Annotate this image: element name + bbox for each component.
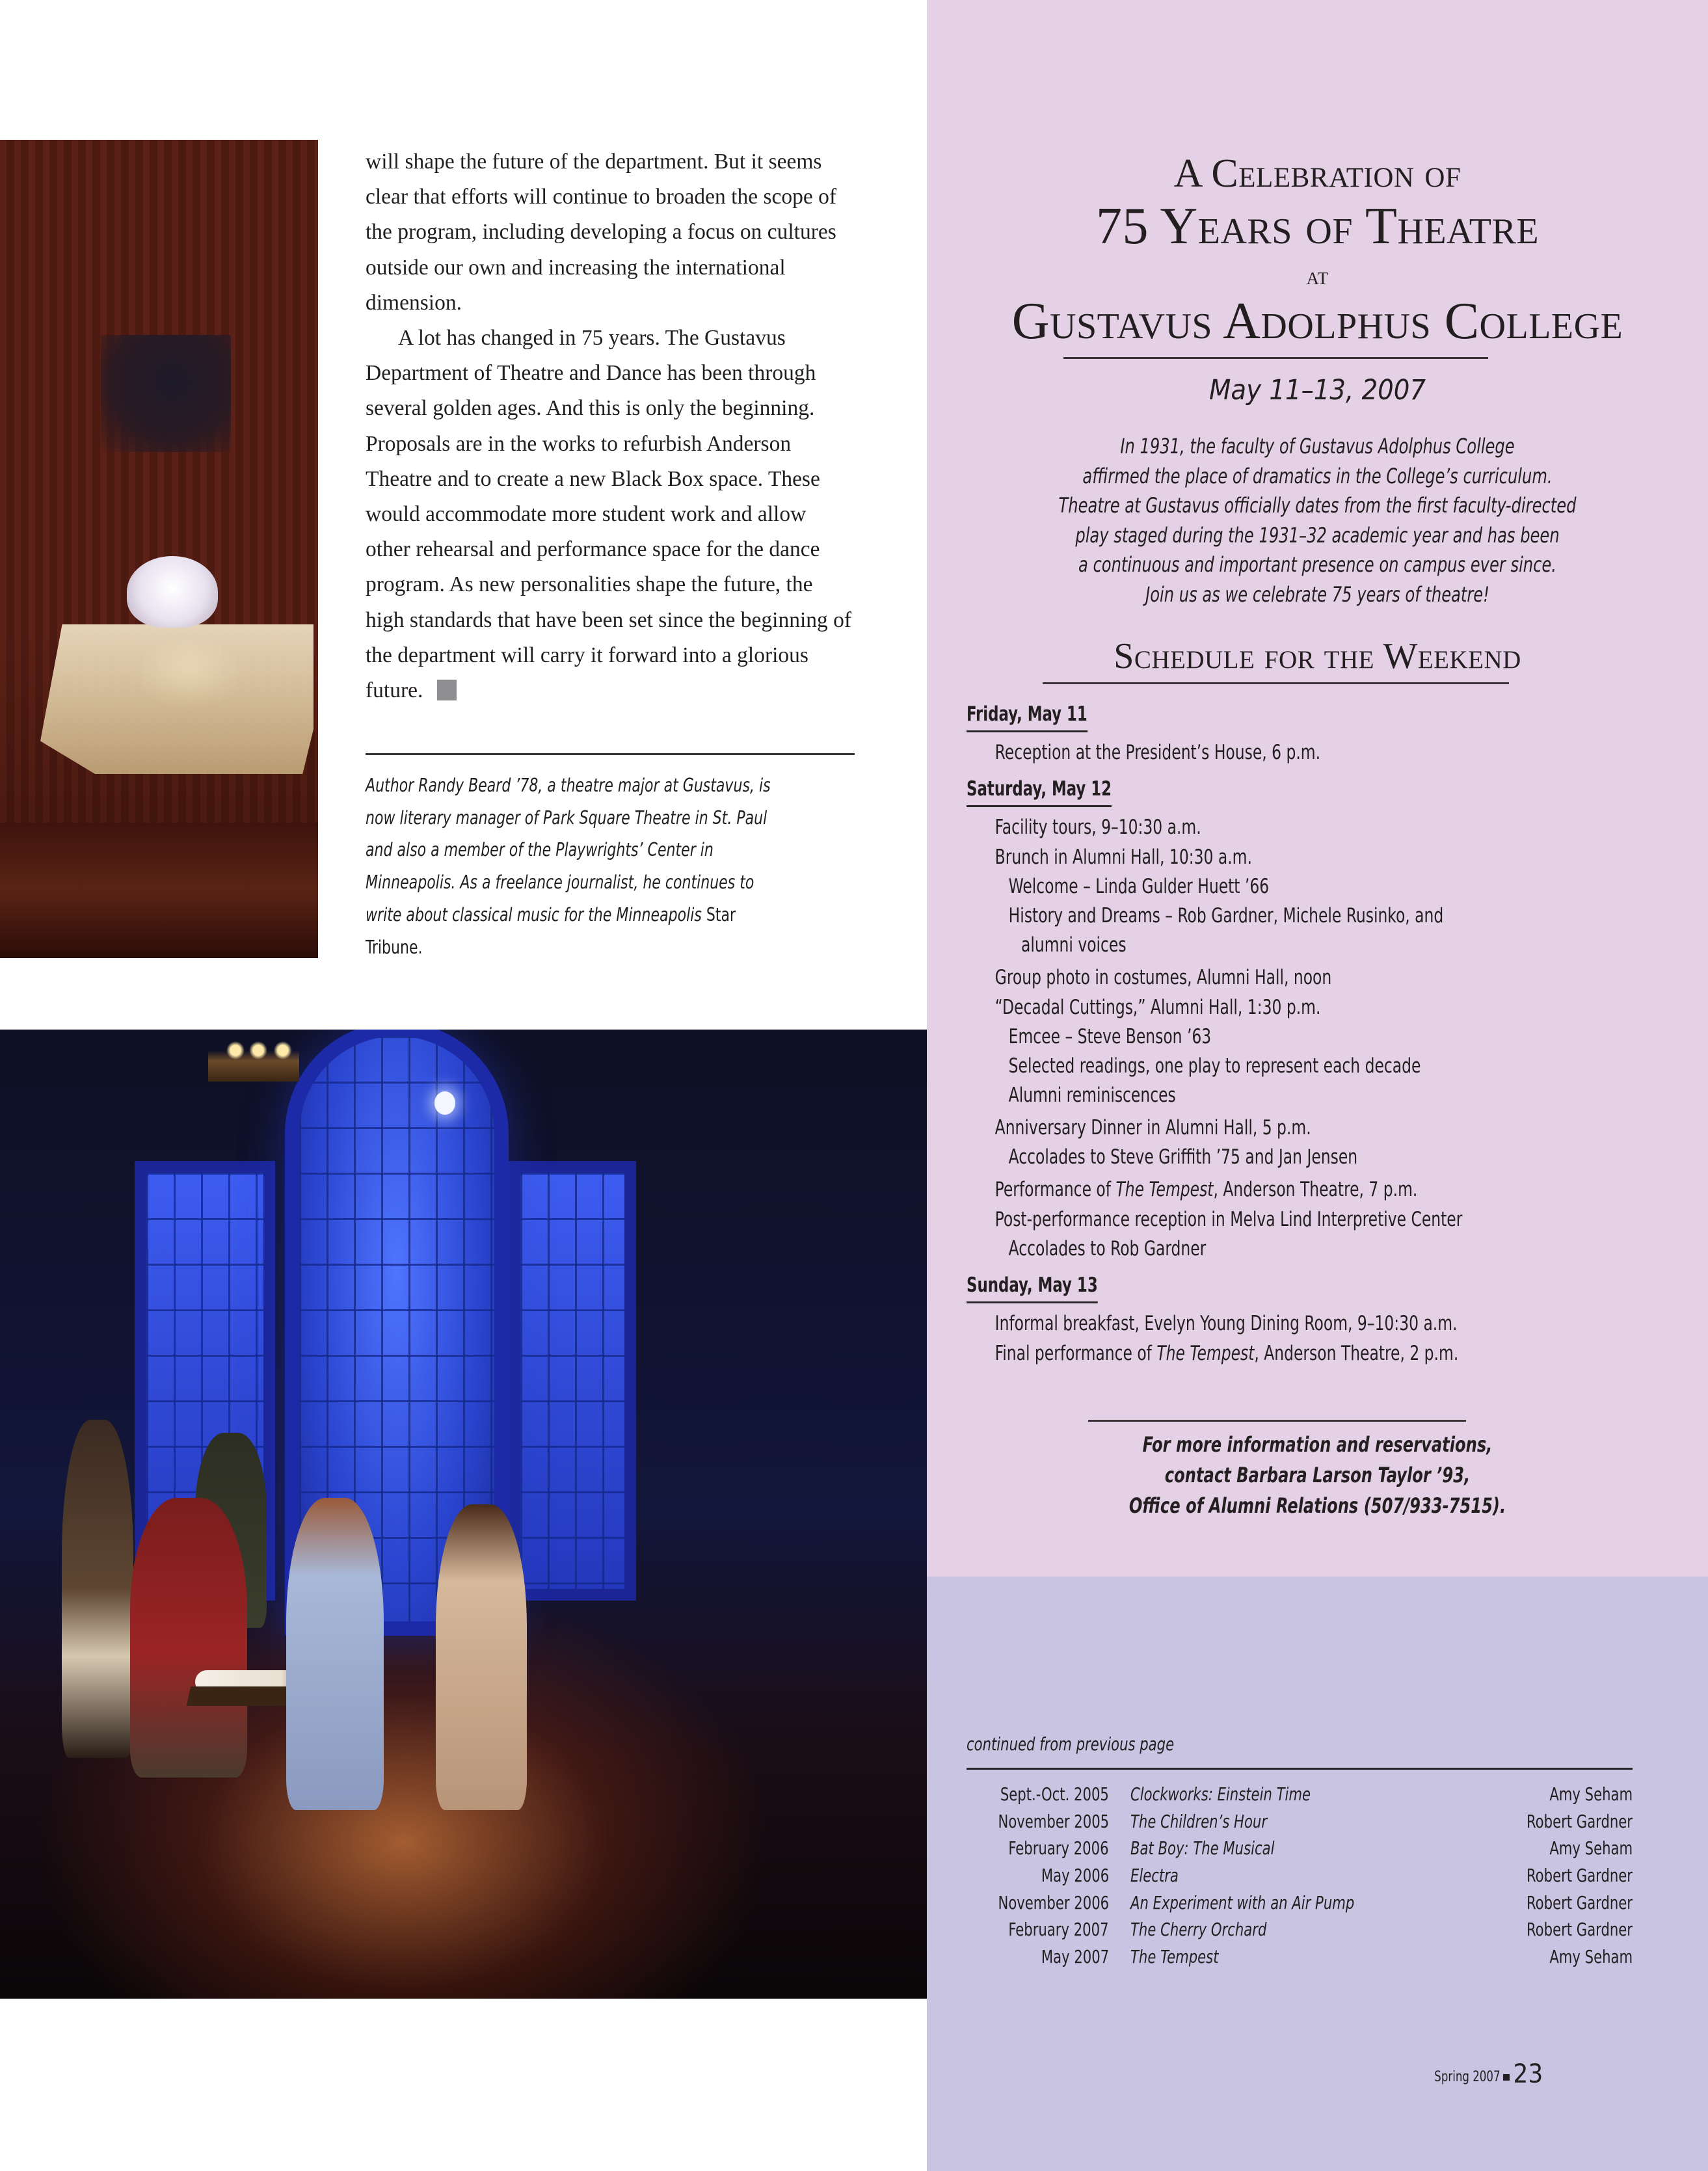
production-director: Robert Gardner xyxy=(1527,1891,1633,1913)
schedule-title: Schedule for the Weekend xyxy=(1114,636,1521,676)
bio-divider xyxy=(366,753,855,755)
article-paragraph xyxy=(366,321,853,708)
production-row xyxy=(967,1943,1633,1971)
event-title-line1: A Celebration of xyxy=(1173,152,1461,196)
production-date: November 2005 xyxy=(998,1810,1109,1832)
item-text: , Anderson Theatre, 7 p.m. xyxy=(1213,1178,1418,1201)
intro-line: In 1931, the faculty of Gustavus Adolphus College xyxy=(1120,434,1515,459)
photo-oil-lamp xyxy=(127,556,218,628)
intro-line: a continuous and important presence on campus ever since. xyxy=(1078,552,1556,578)
production-row xyxy=(967,1862,1633,1889)
production-date: May 2006 xyxy=(1041,1865,1109,1887)
photo-actor xyxy=(130,1498,247,1778)
schedule-subitem: History and Dreams – Rob Gardner, Michele Rusinko, and xyxy=(1008,904,1444,927)
article-body xyxy=(366,144,853,708)
day-heading: Sunday, May 13 xyxy=(967,1270,1098,1303)
productions-divider xyxy=(967,1768,1633,1770)
photo-actress xyxy=(286,1498,384,1810)
stage-photo-parlor xyxy=(0,140,318,958)
productions-table xyxy=(967,1781,1633,1971)
schedule-divider xyxy=(1043,682,1509,684)
production-date: November 2006 xyxy=(998,1891,1109,1913)
production-title: The Tempest xyxy=(1130,1946,1219,1968)
schedule-item: Anniversary Dinner in Alumni Hall, 5 p.m. xyxy=(994,1116,1311,1139)
schedule-item: Reception at the President’s House, 6 p.m. xyxy=(994,741,1321,764)
day-heading: Saturday, May 12 xyxy=(967,774,1112,807)
production-title: Bat Boy: The Musical xyxy=(1130,1837,1275,1859)
production-director: Amy Seham xyxy=(1549,1946,1633,1968)
schedule-item: Brunch in Alumni Hall, 10:30 a.m. xyxy=(994,846,1252,869)
production-row xyxy=(967,1916,1633,1943)
square-bullet-icon xyxy=(1503,2074,1510,2081)
photo-actor xyxy=(62,1420,133,1758)
production-row xyxy=(967,1889,1633,1917)
bio-publication: Star Tribune xyxy=(366,903,736,958)
item-text: Performance of xyxy=(994,1178,1116,1201)
photo-actress xyxy=(436,1504,527,1810)
contact-line: contact Barbara Larson Taylor ’93, xyxy=(1164,1463,1471,1487)
production-title: The Cherry Orchard xyxy=(1130,1919,1267,1941)
schedule-subitem-continued: alumni voices xyxy=(1021,933,1127,957)
schedule-subitem: Welcome – Linda Gulder Huett ’66 xyxy=(1008,875,1270,898)
contact-info xyxy=(927,1430,1708,1521)
page-number: 23 xyxy=(1513,2059,1543,2089)
production-date: February 2006 xyxy=(1008,1837,1109,1859)
event-dates: May 11–13, 2007 xyxy=(1208,374,1426,406)
event-intro xyxy=(946,432,1688,610)
schedule-subitem: Accolades to Rob Gardner xyxy=(1008,1237,1207,1260)
issue-season: Spring 2007 xyxy=(1434,2069,1501,2085)
intro-line: Join us as we celebrate 75 years of theatre! xyxy=(1145,581,1489,607)
production-title: An Experiment with an Air Pump xyxy=(1130,1891,1355,1913)
continued-label: continued from previous page xyxy=(967,1733,1175,1755)
schedule-item: Group photo in costumes, Alumni Hall, noon xyxy=(994,966,1332,989)
schedule-item: Post-performance reception in Melva Lind Interpretive Center xyxy=(994,1208,1463,1231)
production-title: Clockworks: Einstein Time xyxy=(1130,1783,1311,1805)
production-director: Robert Gardner xyxy=(1527,1865,1633,1887)
contact-divider xyxy=(1088,1420,1466,1422)
stage-photo-window-scene xyxy=(0,1030,927,1999)
schedule-item xyxy=(967,1339,1573,1368)
item-text: , Anderson Theatre, 2 p.m. xyxy=(1254,1342,1459,1365)
production-director: Amy Seham xyxy=(1549,1783,1633,1805)
schedule-item: Facility tours, 9–10:30 a.m. xyxy=(994,816,1201,839)
photo-moon xyxy=(434,1091,455,1115)
schedule-item: “Decadal Cuttings,” Alumni Hall, 1:30 p.m. xyxy=(994,996,1321,1019)
schedule-subitem: Alumni reminiscences xyxy=(1008,1084,1176,1107)
photo-chandelier xyxy=(208,1030,299,1082)
contact-line: Office of Alumni Relations (507/933-7515). xyxy=(1128,1493,1506,1518)
bio-text: Author Randy Beard ’78, a theatre major at Gustavus, is now literary manager of Park Square Theatre in St. Paul and also a member of the Playwrights’ Center in Minneapolis. As a freelance journalist, he continues to write about classical music for the Minneapolis xyxy=(366,775,771,926)
schedule-item: Informal breakfast, Evelyn Young Dining Room, 9–10:30 a.m. xyxy=(994,1312,1458,1335)
gustavus-logo-icon: G xyxy=(437,680,457,700)
photo-stage-floor xyxy=(0,823,318,958)
page-folio xyxy=(1422,2059,1543,2089)
schedule-subitem: Selected readings, one play to represent each decade xyxy=(1008,1054,1421,1078)
schedule-day-sunday xyxy=(967,1270,1688,1368)
bio-end: . xyxy=(418,936,423,958)
production-row xyxy=(967,1808,1633,1835)
intro-line: affirmed the place of dramatics in the College’s curriculum. xyxy=(1082,463,1553,488)
title-divider xyxy=(1063,357,1488,359)
play-title: The Tempest xyxy=(1115,1178,1214,1201)
article-paragraph-text: A lot has changed in 75 years. The Gustavus Department of Theatre and Dance has been through several golden ages. And this is only the beginning. Proposals are in the works to refurbish Anderson Theatre and to create a new Black Box space. These would accommodate more student work and allow other rehearsal and performance space for the dance program. As new personalities shape the future, the high standards that have been set since the beginning of the department will carry it forward into a glorious future. xyxy=(366,326,852,703)
production-row xyxy=(967,1835,1633,1862)
production-row xyxy=(967,1781,1633,1808)
event-title-line4: Gustavus Adolphus College xyxy=(1011,293,1623,350)
contact-line: For more information and reservations, xyxy=(1142,1432,1493,1457)
author-bio xyxy=(366,769,791,963)
play-title: The Tempest xyxy=(1156,1342,1255,1365)
production-title: Electra xyxy=(1130,1865,1179,1887)
production-date: Sept.-Oct. 2005 xyxy=(1000,1783,1109,1805)
production-date: May 2007 xyxy=(1041,1946,1109,1968)
schedule-item xyxy=(967,1175,1573,1205)
production-title: The Children’s Hour xyxy=(1130,1810,1268,1832)
photo-window-right xyxy=(520,1173,624,1589)
intro-line: Theatre at Gustavus officially dates from the first faculty-directed xyxy=(1058,493,1577,518)
production-date: February 2007 xyxy=(1008,1919,1109,1941)
photo-lace-table xyxy=(40,624,314,774)
production-director: Robert Gardner xyxy=(1527,1810,1633,1832)
event-title-line3: at xyxy=(1306,263,1329,290)
schedule-subitem: Emcee – Steve Benson ’63 xyxy=(1008,1025,1212,1048)
production-director: Robert Gardner xyxy=(1527,1919,1633,1941)
item-text: Final performance of xyxy=(994,1342,1157,1365)
schedule-day-friday xyxy=(967,699,1688,767)
intro-line: play staged during the 1931–32 academic year and has been xyxy=(1075,522,1560,548)
photo-actor-seated xyxy=(101,335,231,452)
production-director: Amy Seham xyxy=(1549,1837,1633,1859)
schedule xyxy=(967,699,1688,1368)
schedule-subitem: Accolades to Steve Griffith ’75 and Jan Jensen xyxy=(1008,1145,1358,1169)
day-heading: Friday, May 11 xyxy=(967,699,1088,732)
article-paragraph: will shape the future of the department. But it seems clear that efforts will continue to broaden the scope of the program, including developing a focus on cultures outside our own and increasing the international dimension. xyxy=(366,150,837,315)
schedule-day-saturday xyxy=(967,774,1688,1264)
event-title-line2: 75 Years of Theatre xyxy=(1095,198,1540,255)
